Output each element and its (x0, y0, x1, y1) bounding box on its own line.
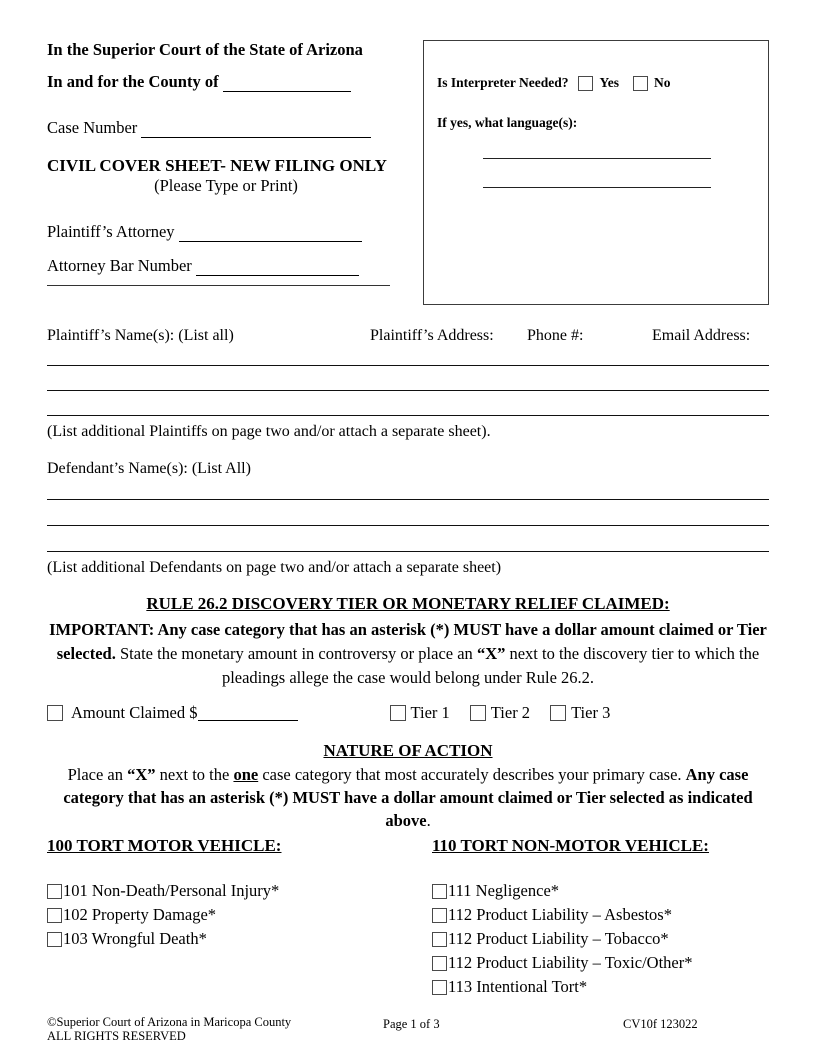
footer-page-number: Page 1 of 3 (383, 1017, 440, 1031)
form-subtitle: (Please Type or Print) (154, 176, 298, 195)
rule26-x-text: “X” (476, 644, 506, 663)
category-option-112-asbestos (432, 903, 769, 927)
category-option-112-tobacco (432, 927, 769, 951)
nature-text-3: case category that most accurately describes your primary case. (258, 765, 686, 784)
county-label: In and for the County of (47, 72, 219, 91)
plaintiff-address-header: Plaintiff’s Address: (370, 327, 494, 344)
category-102-label: 102 Property Damage* (63, 905, 217, 924)
interpreter-box (423, 40, 769, 305)
nature-text-1: Place an (67, 765, 128, 784)
form-title: CIVIL COVER SHEET- NEW FILING ONLY (47, 156, 387, 175)
page-footer (47, 1015, 769, 1043)
category-113-label: 113 Intentional Tort* (448, 977, 588, 996)
nature-one-text: one (233, 765, 259, 784)
defendant-write-line-3[interactable] (47, 551, 769, 552)
category-111-checkbox[interactable] (432, 884, 447, 899)
tier-2-label: Tier 2 (490, 703, 531, 722)
attorney-block-underline (47, 285, 390, 286)
category-101-checkbox[interactable] (47, 884, 62, 899)
category-111-label: 111 Negligence* (448, 881, 560, 900)
footer-rights: ALL RIGHTS RESERVED (47, 1029, 186, 1043)
court-title-line-2 (47, 72, 412, 92)
category-112-asbestos-label: 112 Product Liability – Asbestos* (448, 905, 672, 924)
case-number-row (47, 118, 412, 138)
bar-number-input-line[interactable] (196, 260, 359, 276)
email-header: Email Address: (652, 327, 751, 344)
category-112-toxic-other-checkbox[interactable] (432, 956, 447, 971)
category-option-113 (432, 975, 769, 999)
tort-motor-vehicle-items (47, 879, 432, 951)
language-input-line-2[interactable] (483, 187, 711, 188)
tort-non-motor-vehicle-column (432, 836, 769, 999)
case-number-label: Case Number (47, 118, 138, 137)
tier-3-checkbox[interactable] (550, 705, 566, 721)
category-102-checkbox[interactable] (47, 908, 62, 923)
phone-header: Phone #: (527, 327, 584, 344)
category-option-102 (47, 903, 432, 927)
interpreter-question-label: Is Interpreter Needed? (437, 75, 569, 90)
attorney-input-line[interactable] (179, 226, 362, 242)
header-section (47, 40, 769, 306)
category-113-checkbox[interactable] (432, 980, 447, 995)
attorney-label: Plaintiff’s Attorney (47, 222, 175, 241)
tier-3-option (550, 703, 610, 723)
rule26-important-text: IMPORTANT: Any case category that has an asterisk (*) MUST have a dollar amount claimed or Tier selected. (49, 620, 767, 663)
interpreter-yes-checkbox[interactable] (578, 76, 593, 91)
category-112-tobacco-label: 112 Product Liability – Tobacco* (448, 929, 669, 948)
tier-2-checkbox[interactable] (470, 705, 486, 721)
category-112-tobacco-checkbox[interactable] (432, 932, 447, 947)
interpreter-no-checkbox[interactable] (633, 76, 648, 91)
nature-of-action-heading: NATURE OF ACTION (323, 741, 493, 760)
plaintiff-write-line-3[interactable] (47, 415, 769, 416)
footer-form-number: CV10f 123022 (623, 1017, 698, 1031)
bar-number-row (47, 256, 412, 276)
defendant-write-line-2[interactable] (47, 525, 769, 526)
tort-motor-vehicle-heading: 100 TORT MOTOR VEHICLE: (47, 836, 282, 855)
tort-motor-vehicle-column (47, 836, 432, 999)
bar-number-label: Attorney Bar Number (47, 256, 192, 275)
court-title-line-1: In the Superior Court of the State of Arizona (47, 40, 363, 59)
amount-claimed-checkbox[interactable] (47, 705, 63, 721)
rule26-text-2: next to the discovery tier to which the pleadings allege the case would belong under Rule 26.2. (221, 644, 760, 687)
defendant-names-header: Defendant’s Name(s): (List All) (47, 460, 251, 477)
language-input-line-1[interactable] (483, 158, 711, 159)
category-option-103 (47, 927, 432, 951)
defendant-write-line-1[interactable] (47, 499, 769, 500)
nature-paragraph (47, 763, 769, 832)
amount-claimed-input-line[interactable] (198, 705, 298, 721)
category-101-label: 101 Non-Death/Personal Injury* (63, 881, 280, 900)
category-option-112-toxic-other (432, 951, 769, 975)
tort-non-motor-vehicle-items (432, 879, 769, 999)
category-option-111 (432, 879, 769, 903)
tier-1-option (390, 703, 450, 723)
language-question-label: If yes, what language(s): (437, 115, 578, 130)
nature-bold-text: Any case category that has an asterisk (*) MUST have a dollar amount claimed or Tier selected as indicated above (63, 765, 753, 830)
category-option-101 (47, 879, 432, 903)
interpreter-question-row (437, 75, 756, 91)
court-header-block (47, 40, 412, 306)
tier-2-option (470, 703, 530, 723)
plaintiff-note: (List additional Plaintiffs on page two and/or attach a separate sheet). (47, 423, 491, 440)
tier-selection-row (47, 703, 769, 723)
tier-1-label: Tier 1 (410, 703, 450, 722)
plaintiff-write-line-2[interactable] (47, 390, 769, 391)
category-112-toxic-other-label: 112 Product Liability – Toxic/Other* (448, 953, 693, 972)
amount-claimed-label: Amount Claimed $ (71, 703, 198, 722)
plaintiff-names-header: Plaintiff’s Name(s): (List all) (47, 327, 234, 344)
footer-copyright: ©Superior Court of Arizona in Maricopa County (47, 1015, 292, 1029)
nature-text-2: next to the (155, 765, 234, 784)
category-112-asbestos-checkbox[interactable] (432, 908, 447, 923)
county-input-line[interactable] (223, 76, 351, 92)
plaintiff-header-row (47, 327, 769, 345)
defendant-note: (List additional Defendants on page two and/or attach a separate sheet) (47, 559, 502, 576)
interpreter-yes-label: Yes (599, 75, 619, 90)
attorney-row (47, 222, 412, 242)
tier-1-checkbox[interactable] (390, 705, 406, 721)
category-103-label: 103 Wrongful Death* (63, 929, 207, 948)
category-columns (47, 836, 769, 999)
rule26-text-1: State the monetary amount in controversy or place an (115, 644, 477, 663)
case-number-input-line[interactable] (141, 122, 371, 138)
category-103-checkbox[interactable] (47, 932, 62, 947)
nature-text-4: . (426, 811, 431, 830)
plaintiff-write-line-1[interactable] (47, 365, 769, 366)
tier-3-label: Tier 3 (571, 703, 611, 722)
rule26-paragraph (47, 618, 769, 690)
nature-x-text: “X” (127, 765, 156, 784)
tort-non-motor-vehicle-heading: 110 TORT NON-MOTOR VEHICLE: (432, 836, 709, 855)
rule26-heading: RULE 26.2 DISCOVERY TIER OR MONETARY RELIEF CLAIMED: (146, 594, 670, 613)
interpreter-no-label: No (653, 75, 671, 90)
